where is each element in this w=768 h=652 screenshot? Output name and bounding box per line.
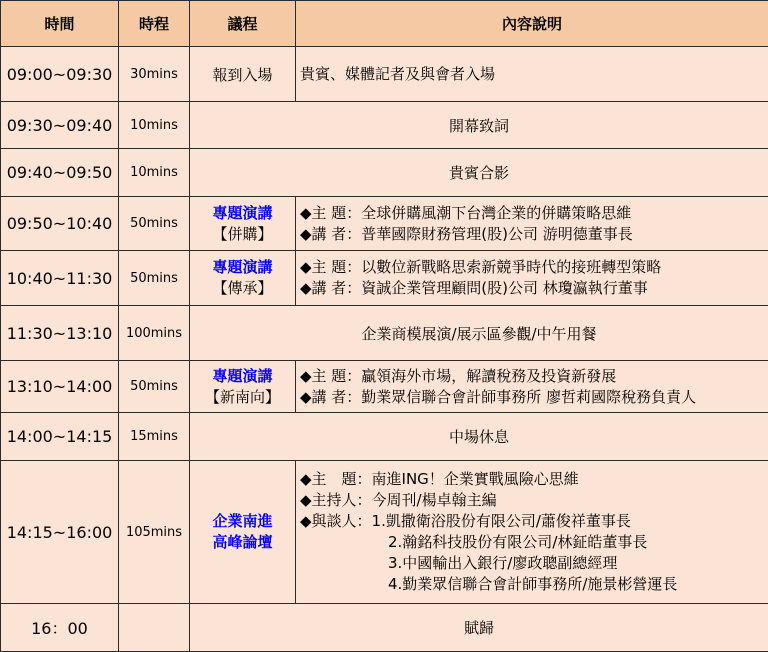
table-row [1, 47, 768, 102]
description-line: ◆主 題：贏領海外市場，解讀稅務及投資新發展 [300, 366, 764, 387]
time-cell: 09:00~09:30 [1, 47, 119, 102]
description-line: ◆主 題：以數位新戰略思索新競爭時代的接班轉型策略 [300, 257, 764, 278]
duration-cell: 50mins [119, 361, 190, 413]
time-cell: 09:30~09:40 [1, 102, 119, 149]
description-line: ◆與談人：1.凱撒衛浴股份有限公司/蕭俊祥董事長 [300, 511, 764, 532]
table-row [1, 102, 768, 149]
description-line: ◆講 者：普華國際財務管理(股)公司 游明德董事長 [300, 224, 764, 245]
session-title: 企業南進 [194, 511, 291, 532]
session-tag: 【新南向】 [194, 387, 291, 408]
time-cell: 14:15~16:00 [1, 461, 119, 604]
panelist-line: 4.勤業眾信聯合會計師事務所/施景彬營運長 [300, 574, 764, 595]
description-cell [296, 461, 768, 604]
panelist-line: 3.中國輸出入銀行/廖政聰副總經理 [300, 553, 764, 574]
description-cell [296, 361, 768, 413]
duration-cell: 50mins [119, 197, 190, 251]
time-cell: 09:50~10:40 [1, 197, 119, 251]
description-cell [296, 251, 768, 306]
table-row [1, 306, 768, 361]
agenda-cell [190, 361, 296, 413]
duration-cell: 105mins [119, 461, 190, 604]
agenda-cell [190, 461, 296, 604]
header-row [1, 1, 768, 47]
table-row [1, 413, 768, 461]
description-line: ◆講 者：勤業眾信聯合會計師事務所 廖哲莉國際稅務負責人 [300, 387, 764, 408]
table-row [1, 461, 768, 604]
header-duration: 時程 [119, 1, 190, 47]
time-cell: 13:10~14:00 [1, 361, 119, 413]
description-cell [296, 47, 768, 102]
time-cell: 11:30~13:10 [1, 306, 119, 361]
description-line: 貴賓、媒體記者及與會者入場 [300, 64, 764, 85]
agenda-cell [190, 251, 296, 306]
agenda-cell [190, 197, 296, 251]
table-row [1, 149, 768, 197]
agenda-cell: 報到入場 [190, 47, 296, 102]
merged-cell: 開幕致詞 [190, 102, 768, 149]
duration-cell: 50mins [119, 251, 190, 306]
merged-cell: 賦歸 [190, 604, 768, 652]
session-title: 專題演講 [194, 203, 291, 224]
header-agenda: 議程 [190, 1, 296, 47]
table-row [1, 604, 768, 652]
description-line: ◆主 題：全球併購風潮下台灣企業的併購策略思維 [300, 203, 764, 224]
duration-cell: 10mins [119, 102, 190, 149]
merged-cell: 貴賓合影 [190, 149, 768, 197]
merged-cell: 中場休息 [190, 413, 768, 461]
description-line: ◆講 者：資誠企業管理顧問(股)公司 林瓊瀛執行董事 [300, 278, 764, 299]
header-time: 時間 [1, 1, 119, 47]
time-cell: 10:40~11:30 [1, 251, 119, 306]
table-row [1, 251, 768, 306]
session-title: 專題演講 [194, 257, 291, 278]
session-title: 專題演講 [194, 366, 291, 387]
duration-cell [119, 604, 190, 652]
session-tag: 【傳承】 [194, 278, 291, 299]
duration-cell: 100mins [119, 306, 190, 361]
duration-cell: 30mins [119, 47, 190, 102]
description-line: ◆主 題：南進ING！企業實戰風險心思維 [300, 469, 764, 490]
session-title: 高峰論壇 [194, 532, 291, 553]
time-cell: 14:00~14:15 [1, 413, 119, 461]
table-row [1, 361, 768, 413]
panelist-line: 2.瀚銘科技股份有限公司/林鉦皓董事長 [300, 532, 764, 553]
duration-cell: 10mins [119, 149, 190, 197]
session-tag: 【併購】 [194, 224, 291, 245]
duration-cell: 15mins [119, 413, 190, 461]
time-cell: 16：00 [1, 604, 119, 652]
time-cell: 09:40~09:50 [1, 149, 119, 197]
table-row [1, 197, 768, 251]
header-description: 內容說明 [296, 1, 768, 47]
description-cell [296, 197, 768, 251]
merged-cell: 企業商模展演/展示區參觀/中午用餐 [190, 306, 768, 361]
description-line: ◆主持人：今周刊/楊卓翰主編 [300, 490, 764, 511]
